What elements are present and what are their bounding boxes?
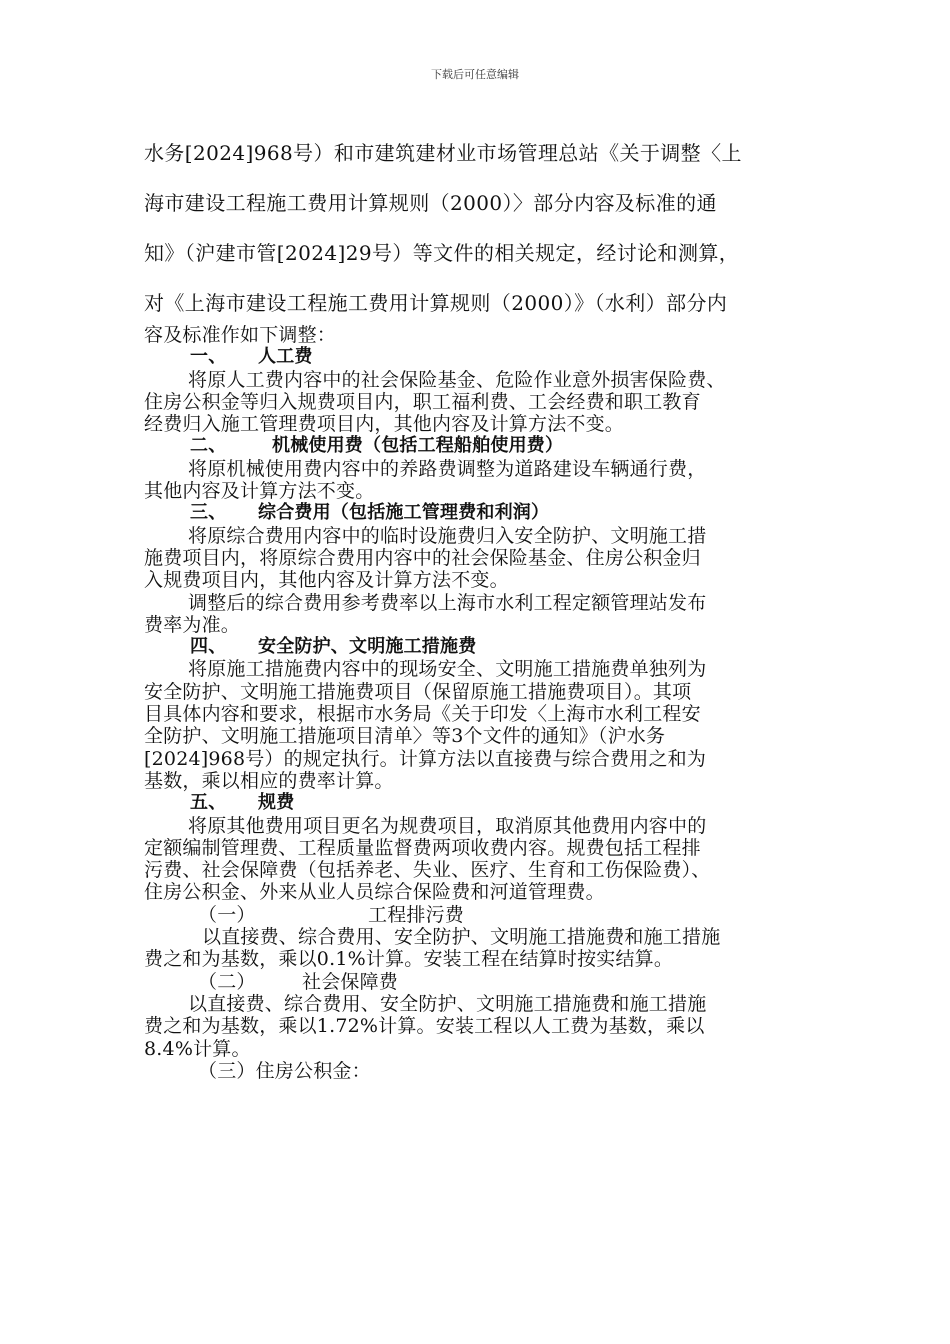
paragraph-line: 以直接费、综合费用、安全防护、文明施工措施费和施工措施 [202,926,721,949]
paragraph-line: 经费归入施工管理费项目内，其他内容及计算方法不变。 [144,413,625,436]
paragraph-line: 其他内容及计算方法不变。 [144,480,375,503]
intro-line: 海市建设工程施工费用计算规则（2000）〉部分内容及标准的通 [144,191,717,215]
subsection-number: （一） [198,903,256,926]
section-heading-labor [144,346,824,368]
intro-line: 知》（沪建市管[2024]29号）等文件的相关规定，经讨论和测算， [144,241,740,265]
paragraph-line: 将原其他费用项目更名为规费项目，取消原其他费用内容中的 [188,814,707,837]
section-number: 五、 [190,792,227,814]
body-text [144,324,824,1082]
subsection-title: 工程排污费 [368,903,465,926]
paragraph-line: 施费项目内，将原综合费用内容中的社会保险基金、住房公积金归 [144,546,701,569]
section-title: 规费 [258,792,295,814]
subsection-heading-sewage [144,904,824,926]
header-note: 下载后可任意编辑 [431,68,519,81]
subsection-number: （二） [198,970,256,993]
section-heading-fees [144,792,824,814]
section-heading-safety [144,636,824,658]
section-number: 三、 [190,502,227,524]
paragraph-line: 将原施工措施费内容中的现场安全、文明施工措施费单独列为 [188,658,707,681]
paragraph-line: 费之和为基数，乘以1.72%计算。安装工程以人工费为基数，乘以 [144,1015,705,1038]
section-number: 四、 [190,636,227,658]
subsection-heading-housing-fund: （三）住房公积金： [198,1059,371,1082]
intro-line: 水务[2024]968号）和市建筑建材业市场管理总站《关于调整〈上 [144,141,742,165]
paragraph-line: 费之和为基数，乘以0.1%计算。安装工程在结算时按实结算。 [144,948,674,971]
paragraph-line: 安全防护、文明施工措施费项目（保留原施工措施费项目）。其项 [144,680,692,703]
subsection-title: 社会保障费 [302,970,399,993]
paragraph-line: 将原机械使用费内容中的养路费调整为道路建设车辆通行费， [188,457,707,480]
section-number: 一、 [190,346,227,368]
section-heading-machinery [144,435,824,457]
paragraph-line: 污费、社会保障费（包括养老、失业、医疗、生育和工伤保险费）、 [144,859,711,882]
section-title: 机械使用费（包括工程船舶使用费） [272,435,564,457]
section-title: 综合费用（包括施工管理费和利润） [258,502,550,524]
section-heading-composite [144,502,824,524]
intro-line-last: 容及标准作如下调整： [144,324,337,346]
section-title: 人工费 [258,346,313,368]
paragraph-line: 将原综合费用内容中的临时设施费归入安全防护、文明施工措 [188,524,707,547]
paragraph-line: 定额编制管理费、工程质量监督费两项收费内容。规费包括工程排 [144,836,701,859]
section-number: 二、 [190,435,227,457]
paragraph-line: 目具体内容和要求，根据市水务局《关于印发〈上海市水利工程安 [144,703,701,726]
paragraph-line: 住房公积金等归入规费项目内，职工福利费、工会经费和职工教育 [144,390,701,413]
section-title: 安全防护、文明施工措施费 [258,636,477,658]
intro-paragraph [144,128,824,328]
paragraph-line: 以直接费、综合费用、安全防护、文明施工措施费和施工措施 [188,992,707,1015]
paragraph-line: 全防护、文明施工措施项目清单〉等3个文件的通知》（沪水务 [144,725,666,748]
subsection-heading-social-security [144,971,824,993]
paragraph-line: 住房公积金、外来从业人员综合保险费和河道管理费。 [144,881,605,904]
paragraph-line: 入规费项目内，其他内容及计算方法不变。 [144,569,509,592]
paragraph-line: 8.4%计算。 [144,1037,251,1060]
paragraph-line: [2024]968号）的规定执行。计算方法以直接费与综合费用之和为 [144,747,707,770]
paragraph-line: 基数，乘以相应的费率计算。 [144,769,394,792]
paragraph-line: 调整后的综合费用参考费率以上海市水利工程定额管理站发布 [188,591,707,614]
intro-line: 对《上海市建设工程施工费用计算规则（2000）》（水利）部分内 [144,291,728,315]
paragraph-line: 费率为准。 [144,613,241,636]
paragraph-line: 将原人工费内容中的社会保险基金、危险作业意外损害保险费、 [188,368,726,391]
